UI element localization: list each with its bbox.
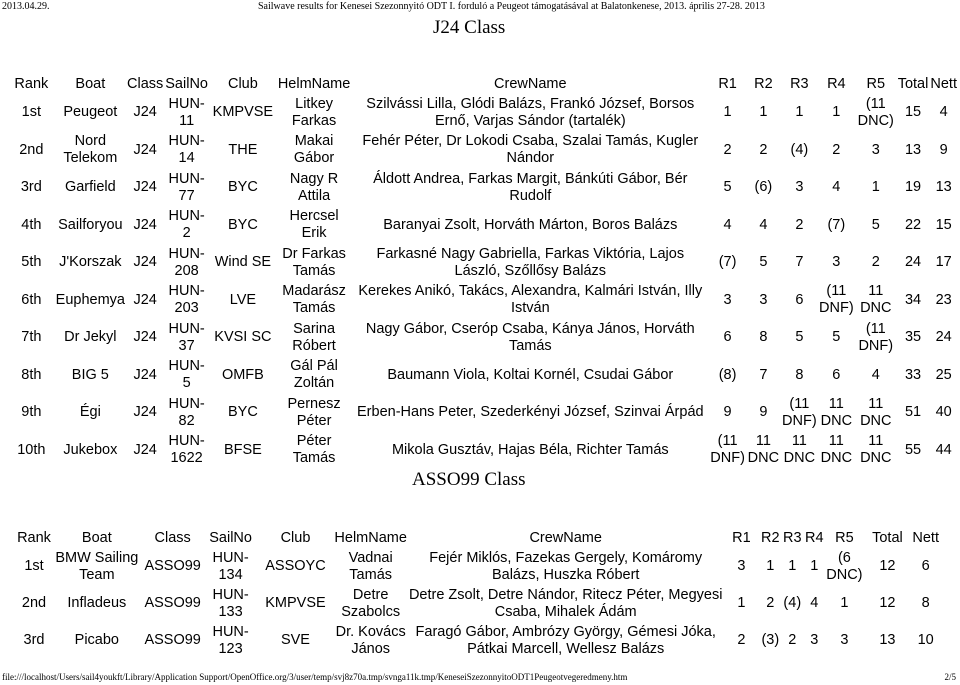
column-header-helmname: HelmName: [277, 75, 351, 92]
cell-r5: 11 DNC: [860, 283, 892, 317]
table-row: [16, 622, 940, 659]
column-header-r5: R5: [866, 75, 886, 92]
cell-r2: 3: [759, 291, 768, 308]
column-header-r3: R3: [783, 529, 802, 546]
cell-sailno: HUN-11: [168, 95, 205, 129]
column-header-r4: R4: [805, 529, 824, 546]
cell-boat: Picabo: [74, 632, 119, 648]
cell-rank: 3rd: [23, 632, 45, 648]
cell-r2: 7: [759, 366, 768, 383]
cell-r5: 5: [871, 216, 880, 233]
cell-r4: 3: [832, 254, 841, 271]
cell-class: J24: [133, 254, 157, 271]
cell-boat: Euphemya: [55, 291, 125, 308]
cell-boat: BMW Sailing Team: [55, 549, 139, 583]
cell-total: 22: [904, 216, 922, 233]
cell-rank: 3rd: [20, 179, 42, 196]
table-row: [8, 357, 958, 395]
cell-r4: (7): [827, 216, 846, 233]
cell-club: KMPVSE: [265, 595, 326, 611]
column-header-helmname: HelmName: [334, 529, 407, 546]
column-header-club: Club: [280, 529, 311, 546]
cell-rank: 4th: [21, 216, 42, 233]
cell-crewname: Áldott Andrea, Farkas Margit, Bánkúti Gábor, Bér Rudolf: [373, 170, 688, 204]
cell-total: 13: [904, 141, 922, 158]
cell-class: ASSO99: [144, 632, 201, 648]
column-header-rank: Rank: [14, 75, 49, 92]
j24-results-table: [8, 74, 958, 469]
table-row: [8, 319, 958, 357]
cell-r2: 2: [766, 595, 775, 611]
cell-r5: 1: [840, 595, 849, 611]
cell-r1: 6: [723, 329, 732, 346]
cell-sailno: HUN-133: [212, 586, 249, 620]
cell-club: LVE: [229, 291, 257, 308]
column-header-boat: Boat: [81, 529, 112, 546]
cell-class: J24: [133, 141, 157, 158]
cell-helmname: Hercsel Erik: [289, 208, 339, 242]
cell-class: ASSO99: [144, 558, 201, 574]
cell-helmname: Sarina Róbert: [292, 320, 336, 354]
cell-r4: 1: [832, 104, 841, 121]
cell-nett: 15: [935, 216, 952, 233]
j24-section-title: J24 Class: [433, 17, 506, 38]
cell-class: ASSO99: [144, 595, 201, 611]
cell-r3: (4): [790, 141, 809, 158]
cell-club: KMPVSE: [212, 104, 274, 121]
cell-sailno: HUN-5: [168, 358, 205, 392]
cell-crewname: Szilvássi Lilla, Glódi Balázs, Frankó József, Borsos Ernő, Varjas Sándor (tartalék): [366, 95, 695, 129]
table-row: [8, 394, 958, 432]
cell-club: BFSE: [223, 441, 262, 458]
cell-r3: 3: [795, 179, 804, 196]
cell-r1: (11 DNF): [710, 433, 745, 467]
cell-class: J24: [133, 441, 157, 458]
cell-rank: 1st: [24, 558, 44, 574]
cell-helmname: Gál Pál Zoltán: [290, 358, 338, 392]
column-header-club: Club: [227, 75, 258, 92]
cell-class: J24: [133, 291, 157, 308]
column-header-r1: R1: [718, 75, 737, 92]
table-row: [8, 432, 958, 470]
table-row: [16, 585, 940, 622]
cell-r2: 4: [759, 216, 768, 233]
cell-rank: 9th: [21, 404, 42, 421]
cell-boat: Garfield: [64, 179, 116, 196]
cell-boat: BIG 5: [71, 366, 109, 383]
cell-club: THE: [228, 141, 258, 158]
cell-rank: 5th: [21, 254, 42, 271]
column-header-sailno: SailNo: [165, 75, 208, 92]
cell-r2: 5: [759, 254, 768, 271]
cell-club: OMFB: [221, 366, 264, 383]
cell-r1: 3: [737, 558, 746, 574]
cell-nett: 17: [935, 254, 952, 271]
cell-total: 12: [879, 595, 896, 611]
cell-class: J24: [133, 366, 157, 383]
cell-r5: (11 DNC): [857, 95, 894, 129]
j24-table-body: [8, 94, 958, 469]
column-header-r1: R1: [732, 529, 751, 546]
cell-nett: 24: [935, 329, 952, 346]
column-header-r2: R2: [754, 75, 773, 92]
cell-r2: (3): [761, 632, 780, 648]
cell-total: 35: [904, 329, 922, 346]
cell-crewname: Fejér Miklós, Fazekas Gergely, Komáromy Balázs, Huszka Róbert: [429, 549, 703, 583]
cell-r5: 3: [871, 141, 880, 158]
print-page-number: 2/5: [944, 672, 956, 682]
cell-nett: 40: [935, 404, 952, 421]
column-header-nett: Nett: [912, 529, 939, 546]
cell-club: ASSOYC: [265, 558, 326, 574]
cell-rank: 6th: [21, 291, 42, 308]
column-header-r2: R2: [761, 529, 780, 546]
cell-crewname: Kerekes Anikó, Takács, Alexandra, Kalmári István, Illy István: [358, 283, 703, 317]
cell-sailno: HUN-37: [168, 320, 205, 354]
cell-boat: Nord Telekom: [63, 133, 118, 167]
cell-r3: 2: [788, 632, 797, 648]
cell-r1: 1: [723, 104, 732, 121]
cell-total: 19: [904, 179, 922, 196]
cell-helmname: Nagy R Attila: [289, 170, 339, 204]
cell-nett: 13: [935, 179, 952, 196]
column-header-rank: Rank: [17, 529, 51, 546]
table-row: [16, 548, 940, 585]
cell-r2: 2: [759, 141, 768, 158]
column-header-r5: R5: [835, 529, 854, 546]
cell-helmname: Detre Szabolcs: [341, 586, 401, 620]
cell-nett: 9: [939, 141, 948, 158]
cell-r1: 9: [723, 404, 732, 421]
cell-r4: 2: [832, 141, 841, 158]
cell-r3: 6: [795, 291, 804, 308]
cell-r1: 4: [723, 216, 732, 233]
cell-helmname: Vadnai Tamás: [348, 549, 393, 583]
cell-boat: Sailforyou: [58, 216, 123, 233]
cell-r2: 1: [766, 558, 775, 574]
table-row: [8, 244, 958, 282]
cell-r2: 8: [759, 329, 768, 346]
cell-rank: 2nd: [21, 595, 47, 611]
cell-boat: Peugeot: [63, 104, 118, 121]
cell-rank: 8th: [21, 366, 42, 383]
cell-r5: 4: [871, 366, 880, 383]
cell-nett: 8: [921, 595, 930, 611]
column-header-class: Class: [154, 529, 191, 546]
cell-total: 55: [904, 441, 922, 458]
cell-club: BYC: [227, 216, 258, 233]
cell-r4: 4: [832, 179, 841, 196]
cell-r5: 1: [871, 179, 880, 196]
cell-class: J24: [133, 404, 157, 421]
cell-r4: 4: [810, 595, 819, 611]
cell-r2: (6): [754, 179, 773, 196]
cell-r3: (4): [783, 595, 802, 611]
asso-table-body: [16, 548, 940, 659]
cell-r3: 11 DNC: [783, 433, 816, 467]
column-header-r4: R4: [827, 75, 846, 92]
cell-r1: 3: [723, 291, 732, 308]
j24-header-row: [8, 74, 958, 94]
cell-club: KVSI SC: [214, 329, 272, 346]
table-row: [8, 282, 958, 320]
cell-rank: 7th: [21, 329, 42, 346]
cell-boat: Dr Jekyl: [64, 329, 117, 346]
cell-r4: 3: [810, 632, 819, 648]
cell-total: 13: [879, 632, 896, 648]
cell-r2: 11 DNC: [747, 433, 780, 467]
cell-r1: 1: [737, 595, 746, 611]
cell-helmname: Makai Gábor: [293, 133, 335, 167]
cell-total: 33: [904, 366, 922, 383]
table-row: [8, 207, 958, 245]
cell-r4: 1: [810, 558, 819, 574]
print-date: 2013.04.29.: [2, 1, 50, 12]
cell-rank: 1st: [21, 104, 41, 121]
column-header-boat: Boat: [75, 75, 106, 92]
cell-r5: 3: [840, 632, 849, 648]
cell-sailno: HUN-203: [168, 283, 205, 317]
cell-class: J24: [133, 329, 157, 346]
cell-r5: 2: [871, 254, 880, 271]
column-header-r3: R3: [790, 75, 809, 92]
column-header-class: Class: [127, 75, 164, 92]
cell-boat: Infladeus: [67, 595, 127, 611]
cell-r4: 11 DNC: [820, 433, 853, 467]
cell-total: 12: [879, 558, 896, 574]
cell-crewname: Detre Zsolt, Detre Nándor, Ritecz Péter, Megyesi Csaba, Mihalek Ádám: [408, 586, 723, 620]
cell-r4: 11 DNC: [820, 395, 853, 429]
cell-r5: 11 DNC: [860, 395, 892, 429]
cell-sailno: HUN-134: [212, 549, 249, 583]
cell-r1: 5: [723, 179, 732, 196]
cell-crewname: Nagy Gábor, Cseróp Csaba, Kánya János, Horváth Tamás: [365, 320, 695, 354]
cell-total: 51: [904, 404, 922, 421]
cell-nett: 25: [935, 366, 952, 383]
cell-crewname: Faragó Gábor, Ambrózy György, Gémesi Jóka, Pátkai Marcell, Wellesz Balázs: [415, 623, 716, 657]
cell-r1: 2: [723, 141, 732, 158]
cell-r4: 6: [832, 366, 841, 383]
cell-nett: 10: [917, 632, 934, 648]
cell-total: 34: [904, 291, 922, 308]
asso-results-table: [16, 528, 940, 659]
asso-section-title: ASSO99 Class: [412, 469, 526, 490]
cell-club: BYC: [227, 179, 258, 196]
cell-crewname: Baranyai Zsolt, Horváth Márton, Boros Balázs: [383, 216, 678, 233]
cell-helmname: Litkey Farkas: [291, 95, 337, 129]
cell-nett: 4: [939, 104, 948, 121]
cell-r3: 1: [795, 104, 804, 121]
column-header-crewname: CrewName: [494, 75, 567, 92]
cell-r5: 11 DNC: [860, 433, 892, 467]
cell-r3: 8: [795, 366, 804, 383]
cell-crewname: Mikola Gusztáv, Hajas Béla, Richter Tamás: [391, 441, 669, 458]
column-header-sailno: SailNo: [209, 529, 252, 546]
cell-total: 24: [904, 254, 922, 271]
cell-club: BYC: [227, 404, 258, 421]
table-row: [8, 94, 958, 132]
cell-crewname: Farkasné Nagy Gabriella, Farkas Viktória, Lajos László, Szőllősy Balázs: [376, 245, 685, 279]
cell-r1: 2: [737, 632, 746, 648]
cell-helmname: Dr Farkas Tamás: [282, 245, 346, 279]
column-header-crewname: CrewName: [529, 529, 602, 546]
cell-helmname: Péter Tamás: [292, 433, 336, 467]
cell-r1: (7): [718, 254, 737, 271]
cell-boat: Égi: [79, 404, 101, 421]
cell-boat: Jukebox: [63, 441, 118, 458]
cell-helmname: Dr. Kovács János: [335, 623, 406, 657]
cell-crewname: Fehér Péter, Dr Lokodi Csaba, Szalai Tamás, Kugler Nándor: [362, 133, 699, 167]
cell-sailno: HUN-14: [168, 133, 205, 167]
cell-nett: 44: [935, 441, 952, 458]
column-header-total: Total: [872, 529, 903, 546]
table-row: [8, 169, 958, 207]
print-page-title: Sailwave results for Kenesei Szezonnyitó ODT I. forduló a Peugeot támogatásával at Balatonkenese, 2013. április 27-28. 2013: [258, 1, 765, 12]
cell-r1: (8): [718, 366, 737, 383]
cell-class: J24: [133, 179, 157, 196]
cell-r3: 1: [788, 558, 797, 574]
cell-helmname: Madarász Tamás: [282, 283, 346, 317]
cell-crewname: Erben-Hans Peter, Szederkényi József, Szinvai Árpád: [357, 404, 704, 421]
cell-sailno: HUN-82: [168, 395, 205, 429]
cell-r3: 2: [795, 216, 804, 233]
cell-rank: 2nd: [19, 141, 44, 158]
cell-sailno: HUN-208: [168, 245, 205, 279]
cell-r3: 5: [795, 329, 804, 346]
cell-r3: 7: [795, 254, 804, 271]
cell-sailno: HUN-77: [168, 170, 205, 204]
cell-club: Wind SE: [214, 254, 272, 271]
cell-r4: (11 DNF): [819, 283, 854, 317]
cell-r5: (6 DNC): [826, 549, 863, 583]
cell-r5: (11 DNF): [858, 320, 894, 354]
cell-club: SVE: [280, 632, 310, 648]
cell-sailno: HUN-123: [212, 623, 249, 657]
column-header-nett: Nett: [930, 75, 957, 92]
cell-sailno: HUN-1622: [168, 433, 205, 467]
column-header-total: Total: [897, 75, 929, 92]
cell-r4: 5: [832, 329, 841, 346]
cell-total: 15: [904, 104, 922, 121]
cell-crewname: Baumann Viola, Koltai Kornél, Csudai Gábor: [387, 366, 674, 383]
cell-class: J24: [133, 104, 157, 121]
cell-r3: (11 DNF): [782, 395, 817, 429]
cell-rank: 10th: [17, 441, 46, 458]
cell-helmname: Pernesz Péter: [287, 395, 341, 429]
asso-header-row: [16, 528, 940, 548]
cell-r2: 1: [759, 104, 768, 121]
table-row: [8, 132, 958, 170]
cell-sailno: HUN-2: [168, 208, 205, 242]
cell-nett: 6: [921, 558, 930, 574]
cell-nett: 23: [935, 291, 952, 308]
cell-r2: 9: [759, 404, 768, 421]
cell-class: J24: [133, 216, 157, 233]
cell-boat: J'Korszak: [59, 254, 122, 271]
print-footer-url: file:///localhost/Users/sail4youkft/Library/Application Support/OpenOffice.org/3/user/temp/svj8z70a.tmp/svnga11k.tmp/KeneseiSzezonnyitoODT1Peugeotvegeredmeny.htm: [2, 672, 628, 682]
